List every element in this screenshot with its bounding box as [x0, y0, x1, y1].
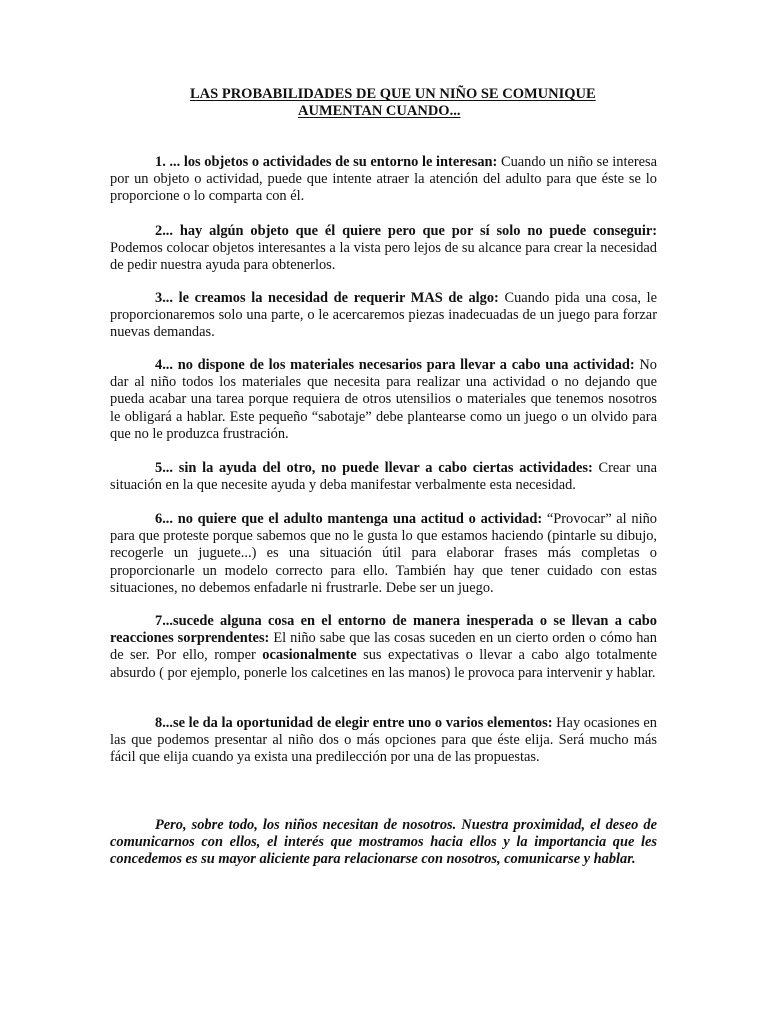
- item-text: Hay ocasiones en las que podemos presentar al niño dos o más opciones para que éste elija. Será mucho más fácil que elija cuando ya exista una predilección por una de las propuestas.: [110, 715, 657, 766]
- item-lead: 1. ... los objetos o actividades de su entorno le interesan:: [155, 154, 498, 170]
- closing-paragraph: Pero, sobre todo, los niños necesitan de nosotros. Nuestra proximidad, el deseo de comunicarnos con ellos, el interés que mostramos hacia ellos y la importancia que les concedemos es su mayor aliciente para relacionarse con nosotros, comunicarse y hablar.: [110, 817, 657, 868]
- paragraph-item-2: [110, 223, 657, 275]
- paragraph-item-1: [110, 154, 657, 206]
- paragraph-item-8: [110, 715, 657, 767]
- item-text: sus expectativas o llevar a cabo algo totalmente absurdo ( por ejemplo, ponerle los calcetines en las manos) le provoca para intervenir y hablar.: [110, 647, 657, 681]
- item-lead: 6... no quiere que el adulto mantenga una actitud o actividad:: [155, 511, 543, 527]
- item-text: El niño sabe que las cosas suceden en un cierto orden o cómo han de ser. Por ello, romper: [110, 630, 657, 664]
- paragraph-item-5: [110, 460, 657, 494]
- item-lead: 4... no dispone de los materiales necesarios para llevar a cabo una actividad:: [155, 357, 635, 373]
- item-text: No dar al niño todos los materiales que necesita para realizar una actividad o no dejando que pueda acabar una tarea porque requiera de otros utensilios o materiales que tenemos nosotros le obligará a hablar. Este pequeño “sabotaje” debe plantearse como un juego o un olvido para que no le produzca frustración.: [110, 357, 657, 442]
- item-text: Crear una situación en la que necesite ayuda y deba manifestar verbalmente esta necesidad.: [110, 460, 657, 494]
- paragraph-item-4: [110, 357, 657, 443]
- title-line-1: LAS PROBABILIDADES DE QUE UN NIÑO SE COMUNIQUE: [190, 86, 596, 102]
- item-lead: 7...sucede alguna cosa en el entorno de manera inesperada o se llevan a cabo reacciones sorprendentes:: [110, 613, 657, 647]
- item-lead: 8...se le da la oportunidad de elegir entre uno o varios elementos:: [155, 715, 553, 731]
- item-text: Cuando un niño se interesa por un objeto o actividad, puede que intente atraer la atención del adulto para que éste se lo proporcione o lo comparta con él.: [110, 154, 657, 205]
- item-text: Cuando pida una cosa, le proporcionaremos solo una parte, o le acercaremos piezas inadecuadas de un juego para forzar nuevas demandas.: [110, 290, 657, 341]
- item-lead: 3... le creamos la necesidad de requerir MAS de algo:: [155, 290, 499, 306]
- item-lead: 5... sin la ayuda del otro, no puede llevar a cabo ciertas actividades:: [155, 460, 593, 476]
- item-text: “Provocar” al niño para que proteste porque sabemos que no le gusta lo que estamos haciendo (pintarle su dibujo, recogerle un juguete...) es una situación útil para elaborar frases más completas o proporcionarle un modelo correcto para ello. También hay que tener cuidado con estas situaciones, no debemos enfadarle ni frustrarle. Debe ser un juego.: [110, 511, 657, 596]
- item-lead: 2... hay algún objeto que él quiere pero que por sí solo no puede conseguir:: [155, 223, 657, 239]
- paragraph-item-7: [110, 613, 657, 682]
- title-line-2: AUMENTAN CUANDO...: [298, 103, 461, 119]
- paragraph-item-3: [110, 290, 657, 342]
- item-text: Podemos colocar objetos interesantes a la vista pero lejos de su alcance para crear la necesidad de pedir nuestra ayuda para obtenerlos.: [110, 240, 657, 274]
- item-emphasis: ocasionalmente: [262, 647, 357, 664]
- paragraph-item-6: [110, 511, 657, 597]
- document-title: [190, 86, 630, 120]
